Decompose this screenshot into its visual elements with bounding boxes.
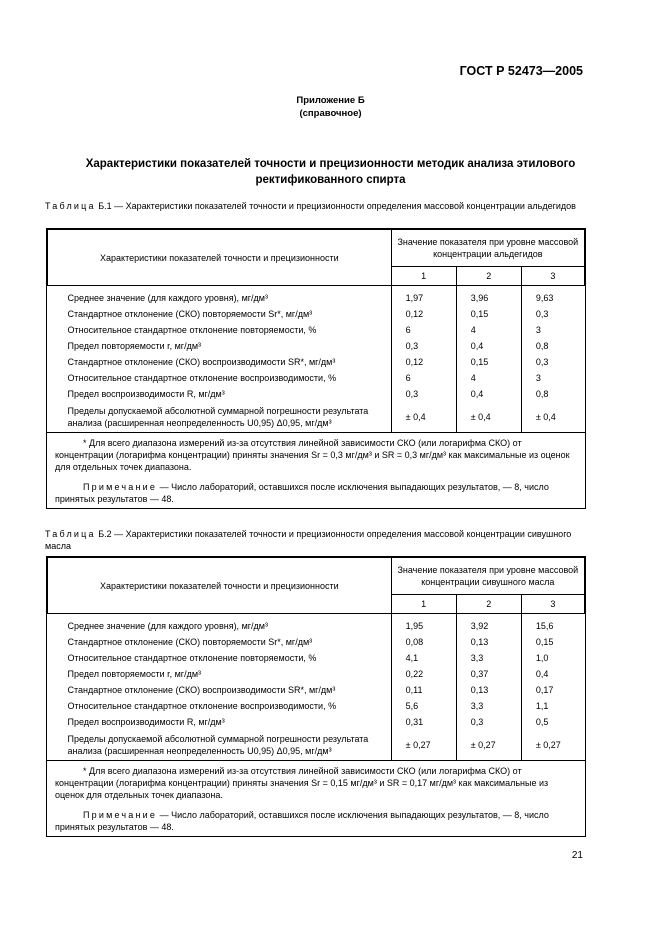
table-row [48,402,585,432]
table-note [55,809,579,833]
level-header: 1 [391,267,456,286]
level-header: 1 [391,595,456,614]
table-row [48,698,585,714]
table-row [48,650,585,666]
level-header: 2 [456,267,521,286]
cell-value: 0,3 [535,309,549,319]
table-row [48,386,585,402]
table-row [48,634,585,650]
column-header-characteristic: Характеристики показателей точности и прецизионности [48,558,392,614]
table-caption-word: Таблица [45,529,96,539]
note-word: Примечание [83,482,158,492]
row-label: Стандартное отклонение (СКО) повторяемости Sr*, мг/дм³ [48,306,392,322]
row-label: Относительное стандартное отклонение воспроизводимости, % [48,370,392,386]
row-label: Относительное стандартное отклонение воспроизводимости, % [48,698,392,714]
cell-value: ± 0,27 [535,740,561,750]
page-number: 21 [571,850,583,861]
table-row [48,286,585,307]
note-text: — Число лабораторий, оставшихся после исключения выпадающих результатов, — 8, число принятых результатов — 48. [55,482,549,504]
table-row [48,614,585,635]
table-caption-b1 [45,200,583,212]
table-caption-word: Таблица [45,201,96,211]
cell-value: 0,3 [535,357,549,367]
cell-value: 3,92 [456,614,521,635]
table-notes [47,760,585,836]
row-label: Стандартное отклонение (СКО) воспроизводимости SR*, мг/дм³ [48,354,392,370]
cell-value: ± 0,4 [456,402,521,432]
table-row [48,338,585,354]
cell-value: 0,15 [456,306,521,322]
note-text: — Число лабораторий, оставшихся после исключения выпадающих результатов, — 8, число принятых результатов — 48. [55,810,549,832]
cell-value: 4 [456,370,521,386]
cell-value: 9,63 [535,293,554,303]
document-id: ГОСТ Р 52473—2005 [459,64,583,78]
table-note [55,481,579,505]
cell-value: 5,6 [391,698,456,714]
row-label: Среднее значение (для каждого уровня), мг/дм³ [48,614,392,635]
level-header: 2 [456,595,521,614]
cell-value: ± 0,27 [456,730,521,760]
cell-value: 3 [535,325,541,335]
row-label: Предел повторяемости r, мг/дм³ [48,666,392,682]
cell-value: 0,12 [391,354,456,370]
cell-value: 6 [391,322,456,338]
group-header: Значение показателя при уровне массовой концентрации альдегидов [391,230,584,267]
table-footnote: * Для всего диапазона измерений из-за отсутствия линейной зависимости СКО (или логарифма СКО) от концентрации (логарифма концентрации) приняты значения Sr = 0,3 мг/дм³ и SR = 0,3 мг/дм³ как максимальные из оценок для отдельных точек диапазона. [55,438,570,472]
cell-value: ± 0,4 [391,402,456,432]
cell-value: 1,0 [535,653,549,663]
cell-value: 1,1 [535,701,549,711]
table-row [48,714,585,730]
cell-value: 0,4 [456,386,521,402]
table-row [48,370,585,386]
row-label: Относительное стандартное отклонение повторяемости, % [48,650,392,666]
annex-title: Приложение Б [296,95,365,106]
cell-value: 0,4 [456,338,521,354]
cell-value: 0,08 [391,634,456,650]
table-footnote: * Для всего диапазона измерений из-за отсутствия линейной зависимости СКО (или логарифма СКО) от концентрации (логарифма концентрации) приняты значения Sr = 0,15 мг/дм³ и SR = 0,17 мг/дм³ как максимальные из оценок для отдельных точек диапазона. [55,766,549,800]
cell-value: 0,31 [391,714,456,730]
row-label: Стандартное отклонение (СКО) воспроизводимости SR*, мг/дм³ [48,682,392,698]
cell-value: 0,13 [456,634,521,650]
cell-value: 0,3 [391,338,456,354]
cell-value: 3 [535,373,541,383]
cell-value: 1,95 [391,614,456,635]
annex-subtitle: (справочное) [299,108,362,119]
cell-value: 0,11 [391,682,456,698]
cell-value: 0,15 [456,354,521,370]
table-caption-text: Б.2 — Характеристики показателей точности и прецизионности определения массовой концентрации сивушного масла [45,529,572,551]
main-title: Характеристики показателей точности и прецизионности методик анализа этилового ректификованного спирта [85,158,576,186]
cell-value: 0,37 [456,666,521,682]
cell-value: 0,5 [535,717,549,727]
row-label: Предел воспроизводимости R, мг/дм³ [48,386,392,402]
cell-value: 3,3 [456,698,521,714]
row-label: Относительное стандартное отклонение повторяемости, % [48,322,392,338]
table-b2 [46,556,586,837]
table-row [48,666,585,682]
table-notes [47,432,585,508]
cell-value: ± 0,27 [391,730,456,760]
table-row [48,682,585,698]
cell-value: 0,13 [456,682,521,698]
cell-value: 3,96 [456,286,521,307]
cell-value: 0,8 [535,389,549,399]
row-label: Предел повторяемости r, мг/дм³ [48,338,392,354]
cell-value: 0,12 [391,306,456,322]
table-row [48,730,585,760]
table-row [48,354,585,370]
cell-value: 15,6 [535,621,554,631]
cell-value: ± 0,4 [535,412,556,422]
table-row [48,322,585,338]
cell-value: 0,17 [535,685,554,695]
note-word: Примечание [83,810,158,820]
table-b1 [46,228,586,509]
level-header: 3 [521,267,584,286]
cell-value: 0,15 [535,637,554,647]
cell-value: 0,8 [535,341,549,351]
cell-value: 0,22 [391,666,456,682]
table-row [48,306,585,322]
column-header-characteristic: Характеристики показателей точности и прецизионности [48,230,392,286]
annex-heading [0,94,661,120]
cell-value: 0,3 [456,714,521,730]
row-label: Пределы допускаемой абсолютной суммарной погрешности результата анализа (расширенная неопределенность U0,95) Δ0,95, мг/дм³ [48,730,392,760]
group-header: Значение показателя при уровне массовой концентрации сивушного масла [391,558,584,595]
row-label: Пределы допускаемой абсолютной суммарной погрешности результата анализа (расширенная неопределенность U0,95) Δ0,95, мг/дм³ [48,402,392,432]
cell-value: 1,97 [391,286,456,307]
level-header: 3 [521,595,584,614]
cell-value: 0,3 [391,386,456,402]
row-label: Стандартное отклонение (СКО) повторяемости Sr*, мг/дм³ [48,634,392,650]
cell-value: 6 [391,370,456,386]
cell-value: 4 [456,322,521,338]
cell-value: 0,4 [535,669,549,679]
cell-value: 3,3 [456,650,521,666]
row-label: Предел воспроизводимости R, мг/дм³ [48,714,392,730]
table-caption-text: Б.1 — Характеристики показателей точности и прецизионности определения массовой концентрации альдегидов [95,201,576,211]
row-label: Среднее значение (для каждого уровня), мг/дм³ [48,286,392,307]
cell-value: 4,1 [391,650,456,666]
table-caption-b2 [45,528,583,552]
